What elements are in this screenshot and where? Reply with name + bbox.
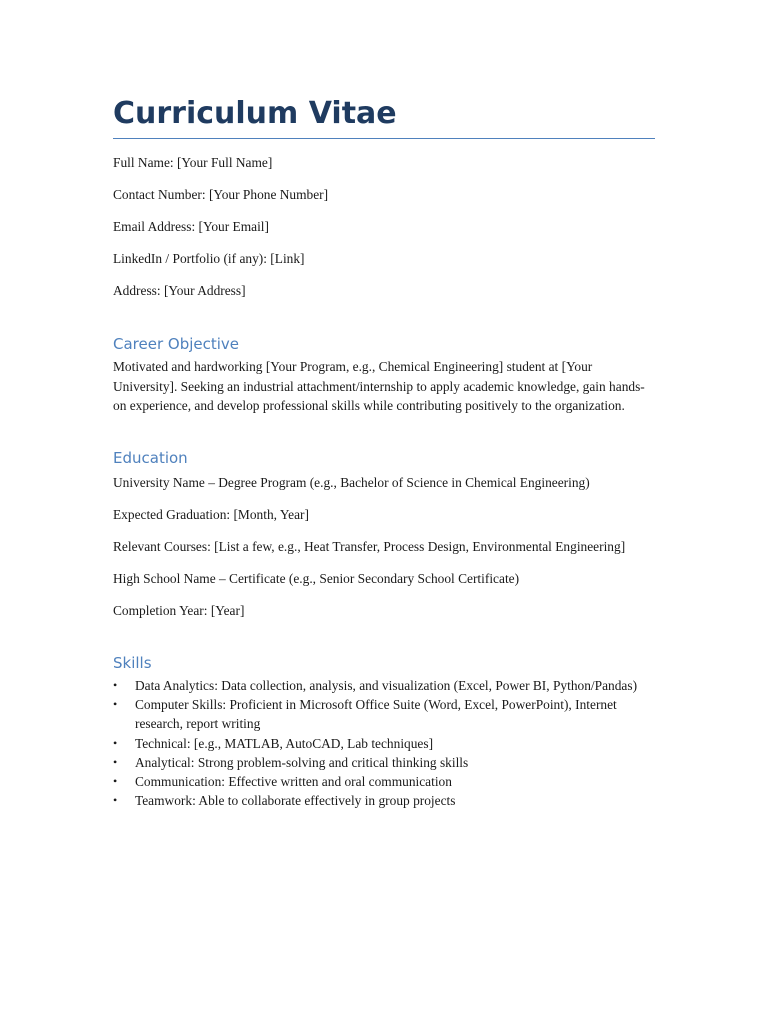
education-section (113, 448, 658, 621)
skill-text: Computer Skills: Proficient in Microsoft Office Suite (Word, Excel, PowerPoint), Internet research, report writing (135, 697, 617, 732)
education-list (113, 473, 658, 621)
bullet-icon: • (113, 793, 118, 808)
education-graduation-line: Expected Graduation: [Month, Year] (113, 506, 309, 522)
skills-heading: Skills (113, 654, 152, 672)
career-objective-text: Motivated and hardworking [Your Program, e.g., Chemical Engineering] student at [Your University]. Seeking an industrial attachment/internship to apply academic knowledge, gain hands-on experience, and develop professional skills while contributing positively to the organization. (113, 359, 645, 413)
skill-item-data-analytics (113, 676, 658, 695)
bullet-icon: • (113, 697, 118, 712)
skill-item-analytical (113, 753, 658, 772)
education-courses-line: Relevant Courses: [List a few, e.g., Heat Transfer, Process Design, Environmental Engineering] (113, 538, 626, 554)
email-address-line: Email Address: [Your Email] (113, 219, 269, 234)
skill-text: Teamwork: Able to collaborate effectively in group projects (135, 793, 456, 809)
document-title: Curriculum Vitae (113, 94, 655, 139)
contact-number-line: Contact Number: [Your Phone Number] (113, 187, 329, 202)
bullet-icon: • (113, 774, 118, 789)
full-name-line: Full Name: [Your Full Name] (113, 155, 273, 170)
skill-item-computer-skills (113, 695, 658, 733)
skill-text: Analytical: Strong problem-solving and critical thinking skills (135, 754, 469, 770)
education-completion-line: Completion Year: [Year] (113, 602, 245, 618)
address-line: Address: [Your Address] (113, 283, 246, 298)
document-body (113, 94, 658, 810)
bullet-icon: • (113, 754, 118, 769)
education-high-school-line: High School Name – Certificate (e.g., Senior Secondary School Certificate) (113, 570, 520, 586)
bullet-icon: • (113, 735, 118, 750)
skill-item-teamwork (113, 791, 658, 810)
skill-item-communication (113, 772, 658, 791)
bullet-icon: • (113, 678, 118, 692)
education-university-line: University Name – Degree Program (e.g., Bachelor of Science in Chemical Engineering) (113, 474, 590, 490)
personal-info (113, 154, 658, 300)
skill-text: Technical: [e.g., MATLAB, AutoCAD, Lab techniques] (135, 735, 434, 751)
skill-item-technical (113, 734, 658, 753)
linkedin-portfolio-line: LinkedIn / Portfolio (if any): [Link] (113, 251, 305, 266)
skill-text: Communication: Effective written and oral communication (135, 774, 452, 790)
skills-list (113, 676, 658, 810)
education-heading: Education (113, 448, 188, 467)
career-objective-heading: Career Objective (113, 335, 240, 353)
skills-section (113, 653, 658, 810)
skill-text: Data Analytics: Data collection, analysis, and visualization (Excel, Power BI, Python/Pandas) (135, 678, 638, 693)
career-objective-section (113, 334, 658, 416)
